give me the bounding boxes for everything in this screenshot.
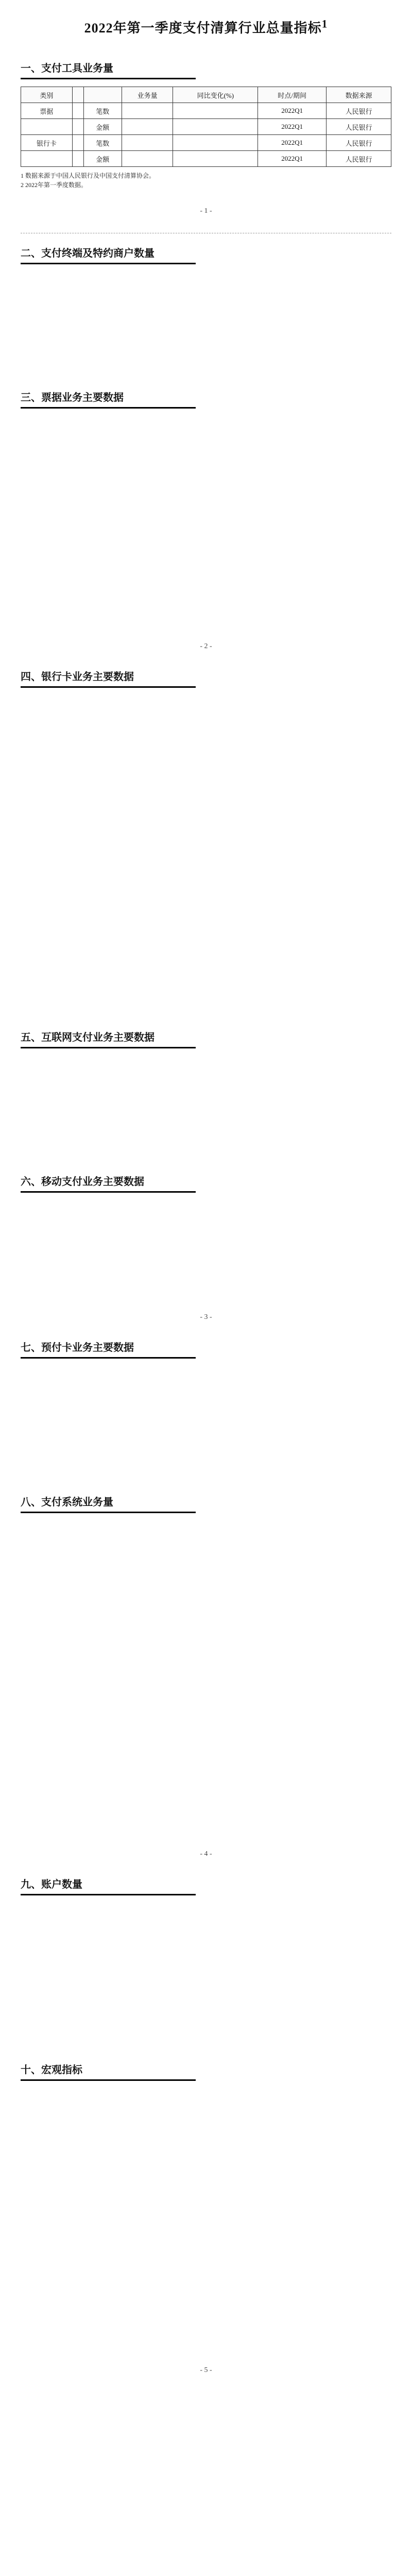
- section-payment-tools: [21, 60, 391, 190]
- table-row: 金额 2022Q1 人民银行: [21, 151, 391, 167]
- section-heading: 三、票据业务主要数据: [21, 389, 196, 409]
- footnote: 1 数据来源于中国人民银行及中国支付清算协会。 2 2022年第一季度数据。: [21, 172, 156, 189]
- section-heading: 六、移动支付业务主要数据: [21, 1173, 196, 1193]
- table-row: 银行卡 笔数 2022Q1 人民银行: [21, 135, 391, 151]
- section-heading: 四、银行卡业务主要数据: [21, 668, 196, 688]
- table-row: 票据 笔数 2022Q1 人民银行: [21, 103, 391, 119]
- col-header: [72, 87, 83, 103]
- section-heading: 九、账户数量: [21, 1876, 196, 1895]
- col-header: 同比变化(%): [173, 87, 258, 103]
- section-heading: 八、支付系统业务量: [21, 1494, 196, 1513]
- page-number: - 3 -: [200, 1313, 212, 1321]
- section-heading: 十、宏观指标: [21, 2061, 196, 2081]
- page-number: - 1 -: [200, 207, 212, 215]
- col-header: 类别: [21, 87, 73, 103]
- page-number: - 4 -: [200, 1850, 212, 1858]
- payment-tools-table: [21, 87, 391, 167]
- table-row: 金额 2022Q1 人民银行: [21, 119, 391, 135]
- document-title: 2022年第一季度支付清算行业总量指标$^1$: [84, 18, 328, 36]
- section-list: [21, 245, 391, 2375]
- col-header: [83, 87, 122, 103]
- section-heading: 一、支付工具业务量: [21, 60, 196, 79]
- section-heading: 七、预付卡业务主要数据: [21, 1339, 196, 1359]
- page-number: - 5 -: [200, 2366, 212, 2374]
- section-heading: 二、支付终端及特约商户数量: [21, 245, 196, 264]
- col-header: 业务量: [122, 87, 173, 103]
- page-number: - 2 -: [200, 642, 212, 650]
- section-heading: 五、互联网支付业务主要数据: [21, 1029, 196, 1048]
- col-header: 数据来源: [327, 87, 391, 103]
- col-header: 时点/期间: [258, 87, 327, 103]
